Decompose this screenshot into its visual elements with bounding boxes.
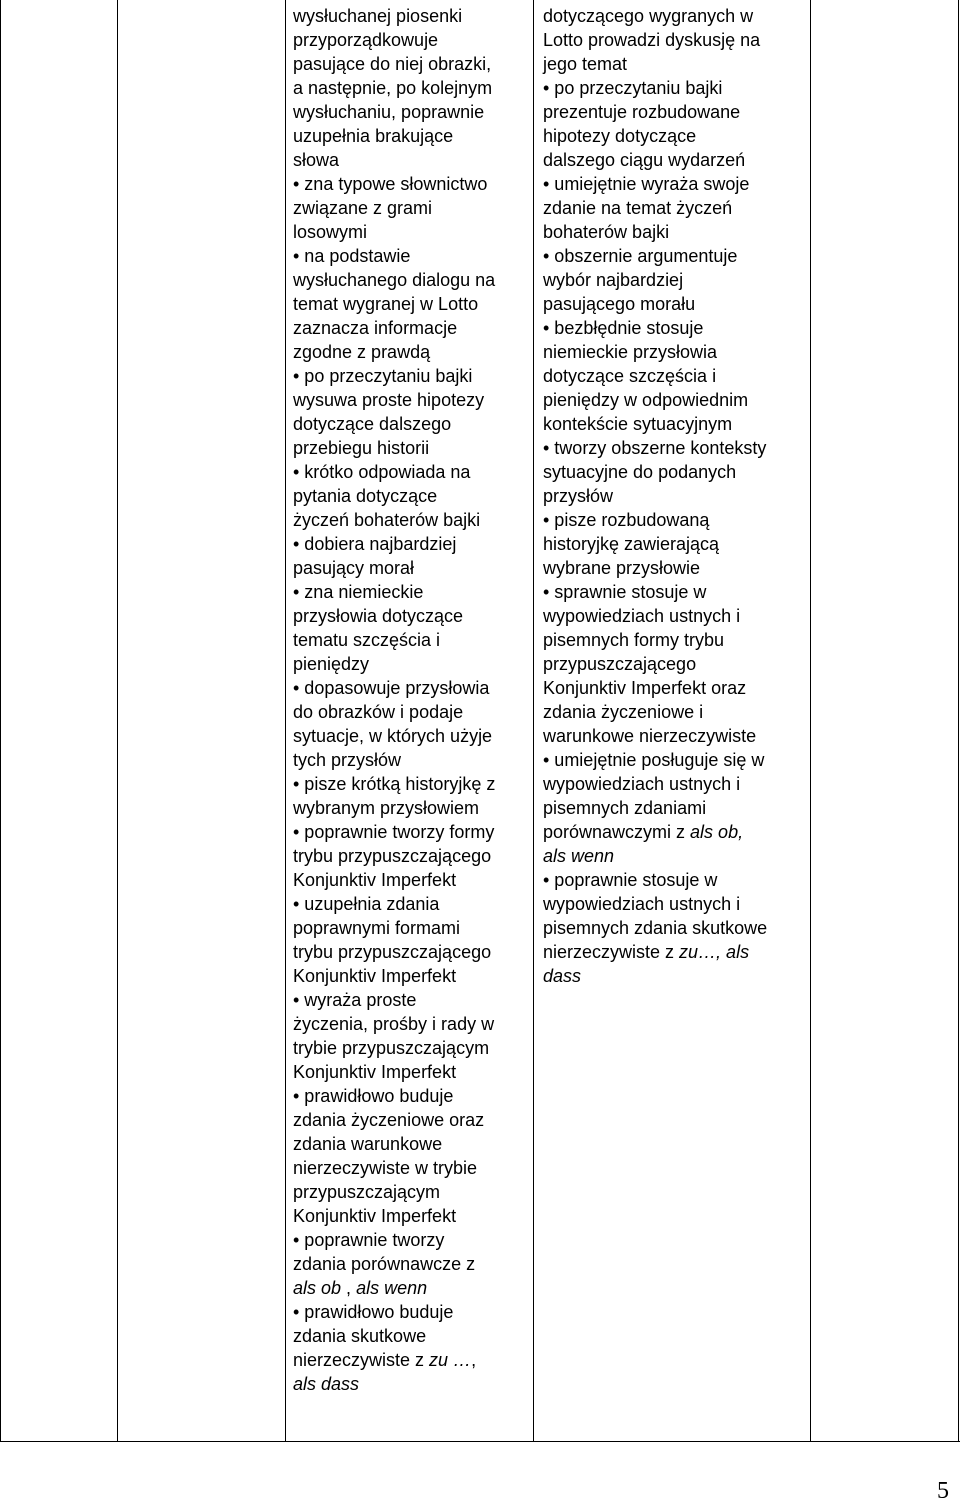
- text-line: [543, 940, 767, 964]
- text-line: [543, 580, 767, 604]
- text-line: [293, 124, 495, 148]
- text-line: [293, 532, 495, 556]
- text-segment: historyjkę zawierającą: [543, 534, 720, 554]
- text-segment: wysłuchanej piosenki: [293, 6, 463, 26]
- text-line: [293, 244, 495, 268]
- text-segment: bohaterów bajki: [543, 222, 670, 242]
- text-segment: zdania życzeniowe oraz: [293, 1110, 485, 1130]
- text-line: [543, 388, 767, 412]
- text-segment: przypuszczającego: [543, 654, 697, 674]
- text-line: [543, 412, 767, 436]
- table-border-bottom: [0, 1441, 960, 1442]
- text-segment: trybu przypuszczającego: [293, 846, 492, 866]
- text-segment: • sprawnie stosuje w: [543, 582, 707, 602]
- text-line: [293, 1300, 495, 1324]
- text-line: [543, 700, 767, 724]
- text-segment: pisemnych formy trybu: [543, 630, 725, 650]
- text-line: [293, 916, 495, 940]
- text-line: [293, 556, 495, 580]
- text-segment: zdania porównawcze z: [293, 1254, 476, 1274]
- text-segment: pasujące do niej obrazki,: [293, 54, 492, 74]
- text-segment: • pisze rozbudowaną: [543, 510, 710, 530]
- text-line: [293, 1156, 495, 1180]
- text-segment: warunkowe nierzeczywiste: [543, 726, 757, 746]
- text-segment: zdania skutkowe: [293, 1326, 427, 1346]
- text-segment: nierzeczywiste z: [293, 1350, 430, 1370]
- text-segment: Konjunktiv Imperfekt: [293, 966, 457, 986]
- text-segment: Konjunktiv Imperfekt: [293, 870, 457, 890]
- text-segment: dotyczące dalszego: [293, 414, 452, 434]
- text-segment: Lotto prowadzi dyskusję na: [543, 30, 761, 50]
- text-line: [543, 628, 767, 652]
- text-segment: Konjunktiv Imperfekt oraz: [543, 678, 747, 698]
- text-line: [293, 1060, 495, 1084]
- text-line: [293, 1036, 495, 1060]
- text-segment: • tworzy obszerne konteksty: [543, 438, 767, 458]
- text-line: [293, 1372, 495, 1396]
- text-line: [543, 196, 767, 220]
- table-border-left: [0, 0, 1, 1442]
- text-line: [293, 892, 495, 916]
- text-line: [293, 820, 495, 844]
- text-line: [293, 1132, 495, 1156]
- text-segment: sytuacyjne do podanych: [543, 462, 737, 482]
- text-line: [293, 1084, 495, 1108]
- text-line: [543, 892, 767, 916]
- text-segment: zdania warunkowe: [293, 1134, 443, 1154]
- text-line: [543, 964, 767, 988]
- text-segment: • poprawnie tworzy: [293, 1230, 445, 1250]
- text-segment: wypowiedziach ustnych i: [543, 774, 741, 794]
- text-segment: zaznacza informacje: [293, 318, 458, 338]
- text-segment: wybranym przysłowiem: [293, 798, 480, 818]
- text-line: [543, 868, 767, 892]
- text-segment: niemieckie przysłowia: [543, 342, 718, 362]
- column-divider-4: [810, 0, 811, 1442]
- text-segment: porównawczymi z: [543, 822, 691, 842]
- text-line: [293, 100, 495, 124]
- text-line: [293, 340, 495, 364]
- text-segment: • wyraża proste: [293, 990, 417, 1010]
- text-segment: zdania życzeniowe i: [543, 702, 704, 722]
- text-segment: wysuwa proste hipotezy: [293, 390, 485, 410]
- text-line: [293, 1108, 495, 1132]
- text-segment: pasujący morał: [293, 558, 415, 578]
- page-number: 5: [937, 1478, 949, 1504]
- text-line: [293, 628, 495, 652]
- text-segment: zgodne z prawdą: [293, 342, 431, 362]
- text-segment: • umiejętnie posługuje się w: [543, 750, 765, 770]
- text-segment: uzupełnia brakujące: [293, 126, 454, 146]
- text-segment: ,: [471, 1350, 477, 1370]
- text-segment: • dopasowuje przysłowia: [293, 678, 490, 698]
- text-line: [293, 364, 495, 388]
- text-segment: • prawidłowo buduje: [293, 1086, 454, 1106]
- text-segment: • na podstawie: [293, 246, 411, 266]
- text-line: [543, 436, 767, 460]
- text-line: [543, 724, 767, 748]
- text-segment: • prawidłowo buduje: [293, 1302, 454, 1322]
- text-segment: wybór najbardziej: [543, 270, 684, 290]
- text-segment: prezentuje rozbudowane: [543, 102, 741, 122]
- text-segment: • poprawnie tworzy formy: [293, 822, 495, 842]
- italic-text: dass: [543, 966, 582, 986]
- text-segment: a następnie, po kolejnym: [293, 78, 493, 98]
- text-line: [543, 340, 767, 364]
- text-line: [293, 1228, 495, 1252]
- text-segment: wybrane przysłowie: [543, 558, 701, 578]
- table-border-right: [958, 0, 959, 1442]
- text-segment: wysłuchaniu, poprawnie: [293, 102, 485, 122]
- text-line: [293, 172, 495, 196]
- text-segment: Konjunktiv Imperfekt: [293, 1062, 457, 1082]
- text-line: [543, 100, 767, 124]
- text-line: [293, 1180, 495, 1204]
- text-line: [543, 532, 767, 556]
- italic-text: als ob,: [690, 822, 744, 842]
- text-segment: pasującego morału: [543, 294, 696, 314]
- text-line: [543, 676, 767, 700]
- text-segment: do obrazków i podaje: [293, 702, 464, 722]
- text-segment: trybie przypuszczającym: [293, 1038, 490, 1058]
- text-line: [293, 460, 495, 484]
- text-segment: • pisze krótką historyjkę z: [293, 774, 496, 794]
- text-segment: pisemnych zdania skutkowe: [543, 918, 768, 938]
- text-segment: wypowiedziach ustnych i: [543, 894, 741, 914]
- italic-text: als ob: [293, 1278, 342, 1298]
- text-line: [293, 988, 495, 1012]
- text-segment: • po przeczytaniu bajki: [543, 78, 723, 98]
- text-segment: trybu przypuszczającego: [293, 942, 492, 962]
- text-line: [293, 1204, 495, 1228]
- text-line: [293, 940, 495, 964]
- italic-text: als wenn: [543, 846, 615, 866]
- text-line: [293, 1276, 495, 1300]
- text-segment: wysłuchanego dialogu na: [293, 270, 496, 290]
- text-line: [543, 364, 767, 388]
- text-segment: pisemnych zdaniami: [543, 798, 707, 818]
- text-segment: Konjunktiv Imperfekt: [293, 1206, 457, 1226]
- text-line: [293, 1324, 495, 1348]
- text-line: [293, 4, 495, 28]
- text-segment: hipotezy dotyczące: [543, 126, 697, 146]
- text-segment: sytuacje, w których użyje: [293, 726, 493, 746]
- text-line: [543, 52, 767, 76]
- text-segment: losowymi: [293, 222, 368, 242]
- text-line: [543, 484, 767, 508]
- text-segment: życzeń bohaterów bajki: [293, 510, 481, 530]
- text-line: [293, 676, 495, 700]
- text-segment: • po przeczytaniu bajki: [293, 366, 473, 386]
- text-line: [293, 796, 495, 820]
- text-segment: • umiejętnie wyraża swoje: [543, 174, 750, 194]
- text-segment: • obszernie argumentuje: [543, 246, 738, 266]
- text-segment: dotyczące szczęścia i: [543, 366, 717, 386]
- text-line: [543, 4, 767, 28]
- text-segment: • zna niemieckie: [293, 582, 424, 602]
- text-line: [293, 436, 495, 460]
- text-segment: przyporządkowuje: [293, 30, 439, 50]
- text-line: [543, 292, 767, 316]
- text-line: [543, 244, 767, 268]
- text-segment: pytania dotyczące: [293, 486, 438, 506]
- text-segment: dalszego ciągu wydarzeń: [543, 150, 746, 170]
- text-line: [543, 28, 767, 52]
- italic-text: zu…, als: [679, 942, 750, 962]
- text-segment: wypowiedziach ustnych i: [543, 606, 741, 626]
- text-segment: pieniędzy: [293, 654, 370, 674]
- text-line: [293, 844, 495, 868]
- text-segment: ,: [341, 1278, 357, 1298]
- column-divider-1: [117, 0, 118, 1442]
- text-line: [293, 76, 495, 100]
- text-line: [543, 220, 767, 244]
- text-line: [293, 1252, 495, 1276]
- text-line: [293, 700, 495, 724]
- text-line: [543, 124, 767, 148]
- text-segment: nierzeczywiste z: [543, 942, 680, 962]
- column-3-cell: [293, 4, 495, 1396]
- text-segment: poprawnymi formami: [293, 918, 461, 938]
- text-segment: przebiegu historii: [293, 438, 430, 458]
- text-line: [543, 316, 767, 340]
- text-segment: dotyczącego wygranych w: [543, 6, 754, 26]
- text-line: [543, 148, 767, 172]
- text-line: [293, 28, 495, 52]
- text-line: [543, 268, 767, 292]
- text-line: [293, 388, 495, 412]
- text-line: [293, 220, 495, 244]
- text-line: [293, 748, 495, 772]
- text-segment: przypuszczającym: [293, 1182, 441, 1202]
- italic-text: als wenn: [356, 1278, 428, 1298]
- text-line: [293, 148, 495, 172]
- text-line: [293, 652, 495, 676]
- text-segment: przysłowia dotyczące: [293, 606, 464, 626]
- text-line: [543, 172, 767, 196]
- text-segment: • dobiera najbardziej: [293, 534, 457, 554]
- text-line: [543, 604, 767, 628]
- text-line: [293, 1012, 495, 1036]
- text-segment: słowa: [293, 150, 340, 170]
- text-segment: tematu szczęścia i: [293, 630, 441, 650]
- text-segment: pieniędzy w odpowiednim: [543, 390, 749, 410]
- text-line: [543, 748, 767, 772]
- text-line: [543, 460, 767, 484]
- text-segment: tych przysłów: [293, 750, 402, 770]
- text-segment: • krótko odpowiada na: [293, 462, 471, 482]
- text-line: [293, 292, 495, 316]
- text-line: [293, 316, 495, 340]
- text-line: [293, 1348, 495, 1372]
- text-segment: nierzeczywiste w trybie: [293, 1158, 478, 1178]
- text-line: [543, 796, 767, 820]
- text-line: [543, 556, 767, 580]
- text-segment: związane z grami: [293, 198, 433, 218]
- text-line: [543, 652, 767, 676]
- text-segment: • zna typowe słownictwo: [293, 174, 488, 194]
- italic-text: als dass: [293, 1374, 360, 1394]
- text-segment: życzenia, prośby i rady w: [293, 1014, 495, 1034]
- text-segment: • uzupełnia zdania: [293, 894, 440, 914]
- text-line: [293, 268, 495, 292]
- text-line: [543, 820, 767, 844]
- text-line: [293, 724, 495, 748]
- text-line: [293, 412, 495, 436]
- text-line: [293, 196, 495, 220]
- column-divider-2: [285, 0, 286, 1442]
- text-segment: jego temat: [543, 54, 628, 74]
- text-line: [293, 964, 495, 988]
- text-line: [543, 76, 767, 100]
- text-line: [293, 604, 495, 628]
- text-line: [293, 580, 495, 604]
- column-divider-3: [533, 0, 534, 1442]
- text-line: [543, 844, 767, 868]
- text-segment: przysłów: [543, 486, 614, 506]
- text-line: [293, 868, 495, 892]
- text-segment: kontekście sytuacyjnym: [543, 414, 733, 434]
- column-4-cell: [543, 4, 767, 988]
- text-segment: • bezbłędnie stosuje: [543, 318, 704, 338]
- text-line: [543, 508, 767, 532]
- text-segment: zdanie na temat życzeń: [543, 198, 733, 218]
- text-line: [293, 52, 495, 76]
- text-line: [293, 484, 495, 508]
- text-line: [543, 916, 767, 940]
- text-segment: • poprawnie stosuje w: [543, 870, 718, 890]
- text-segment: temat wygranej w Lotto: [293, 294, 479, 314]
- text-line: [543, 772, 767, 796]
- text-line: [293, 508, 495, 532]
- text-line: [293, 772, 495, 796]
- italic-text: zu …: [429, 1350, 472, 1370]
